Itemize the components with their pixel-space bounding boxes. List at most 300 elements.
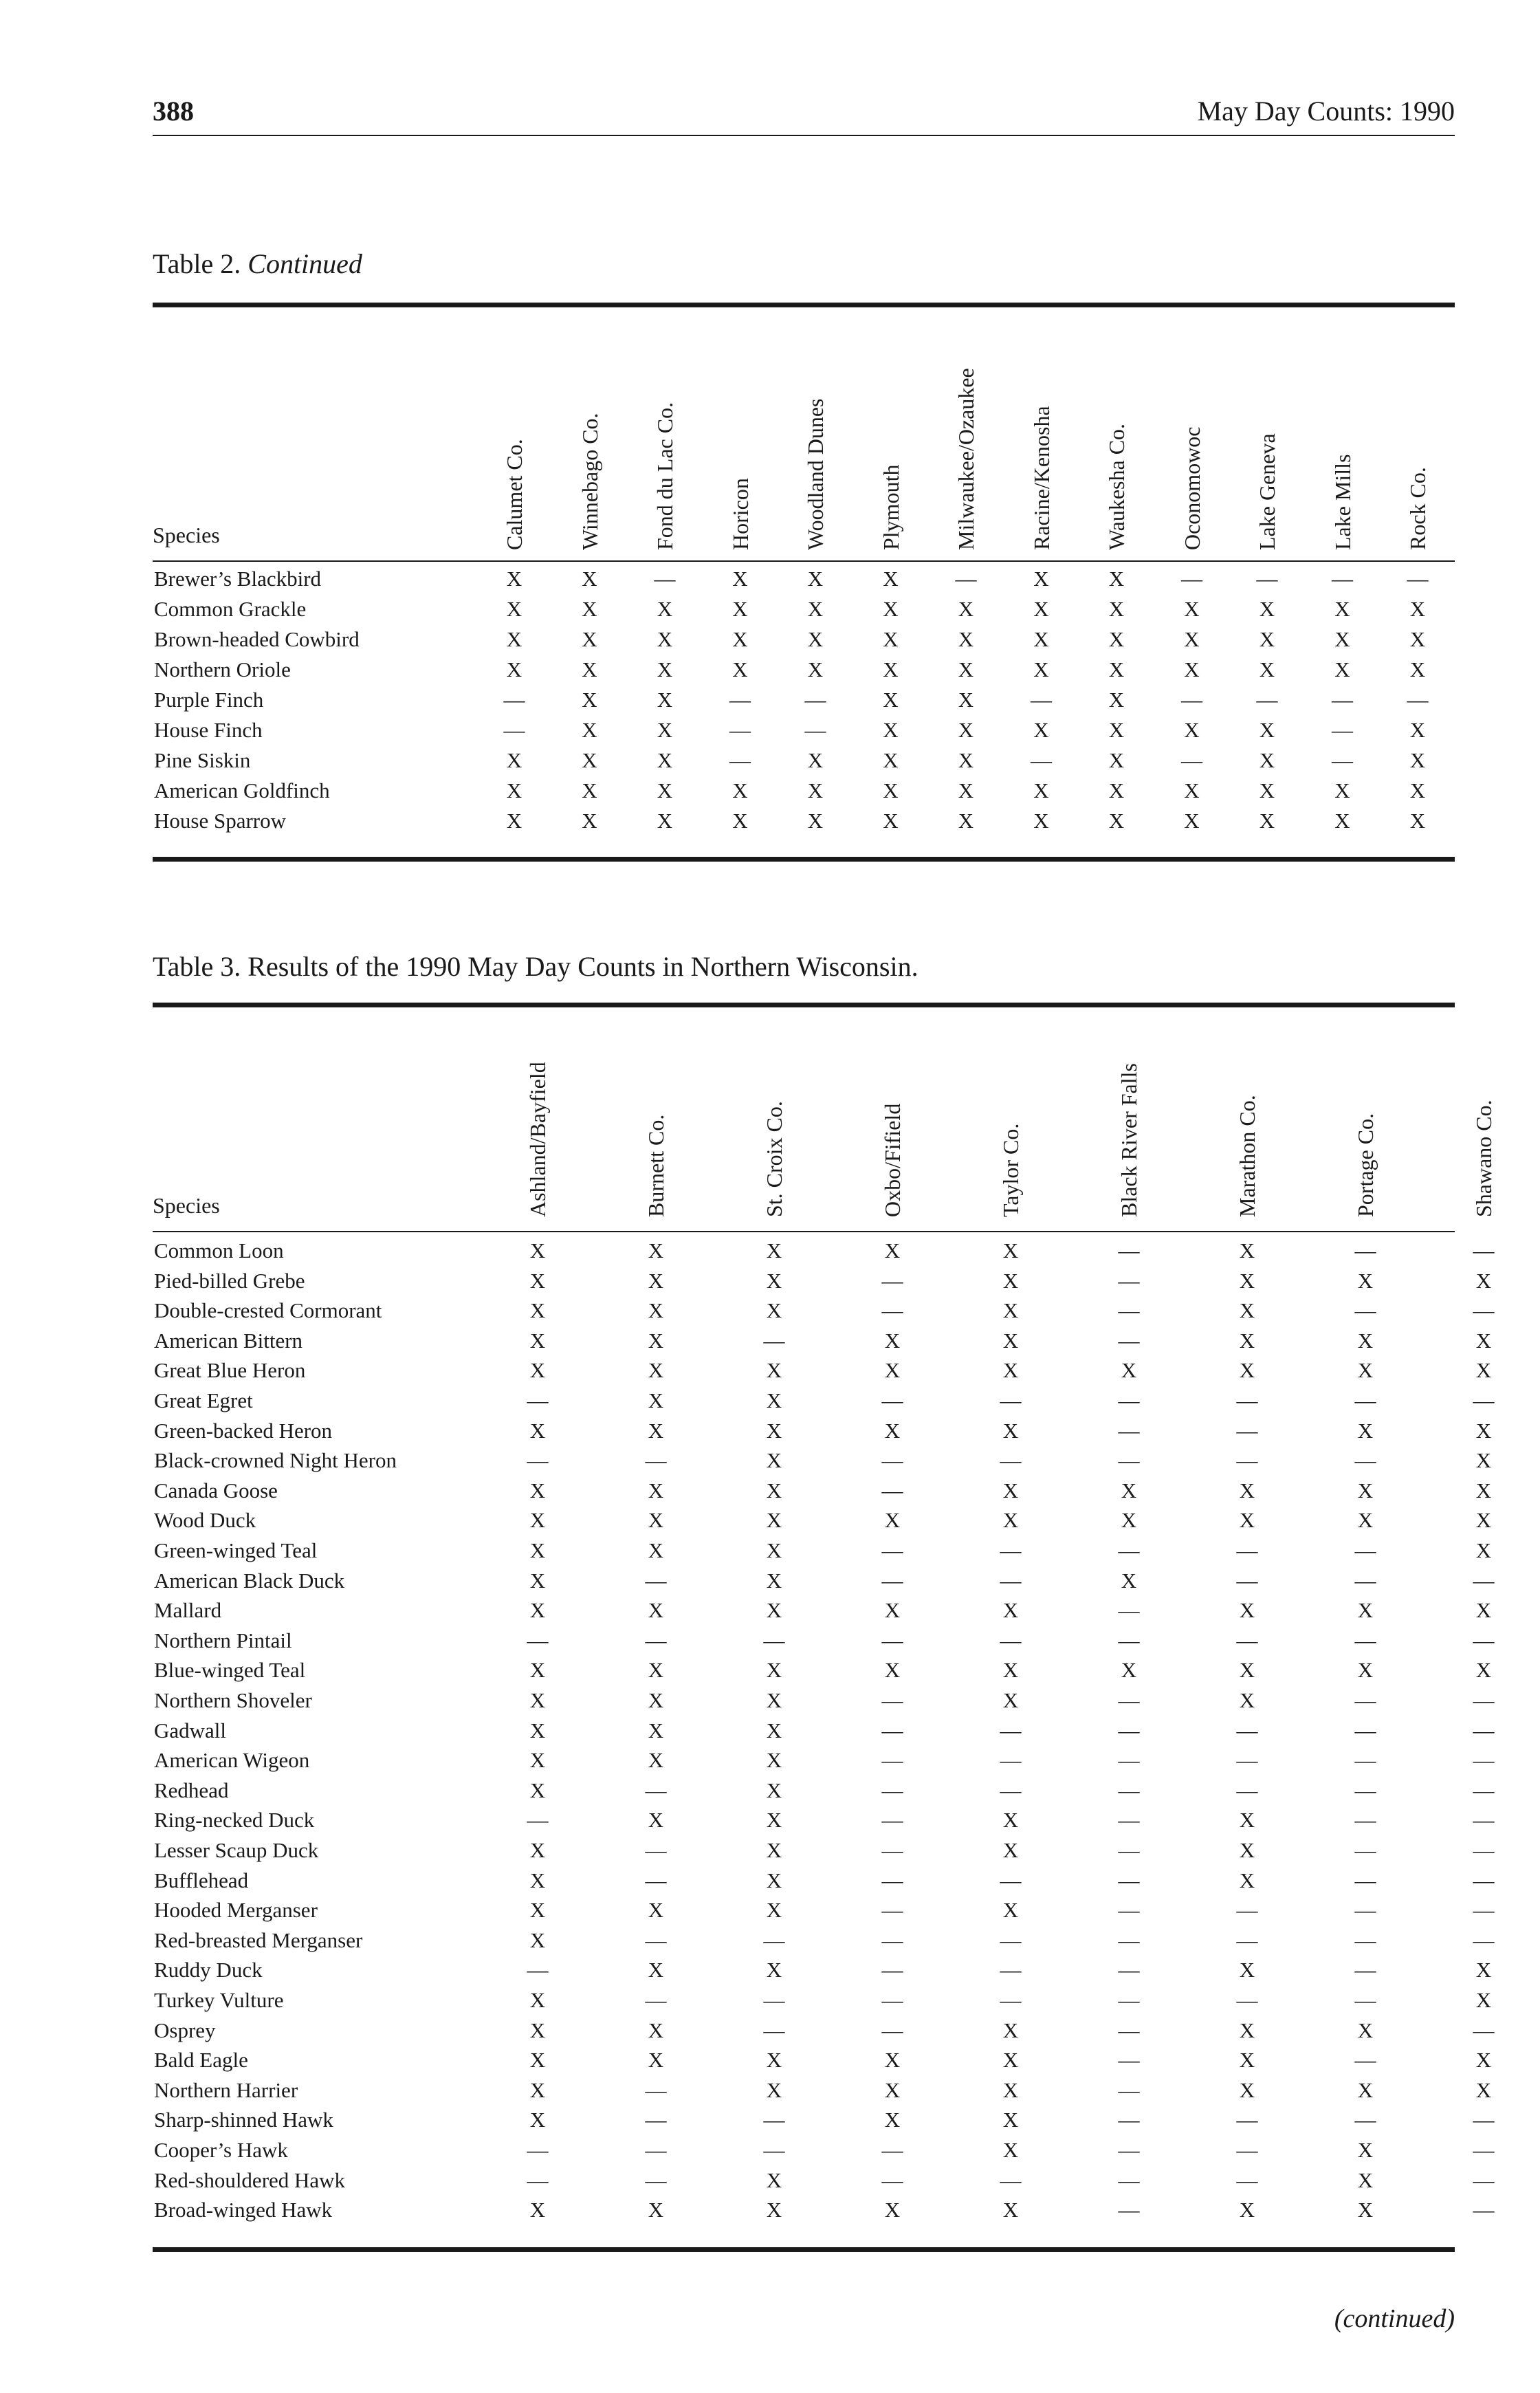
presence-mark: — <box>1332 748 1353 772</box>
presence-mark: X <box>1002 1418 1019 1443</box>
presence-mark: X <box>1357 1268 1374 1293</box>
presence-mark: X <box>766 1868 782 1892</box>
presence-mark: X <box>1334 809 1350 833</box>
presence-mark: X <box>1121 1658 1137 1683</box>
table3-col-header-burnett-co: Burnett Co. <box>644 1114 668 1217</box>
table-row <box>153 1925 1495 1956</box>
presence-mark: X <box>958 627 974 651</box>
presence-mark: X <box>582 809 597 833</box>
presence-mark: X <box>529 1238 546 1263</box>
presence-mark: X <box>648 1388 664 1412</box>
presence-mark: — <box>645 1448 667 1473</box>
presence-mark: — <box>1354 1238 1376 1263</box>
presence-mark: X <box>807 657 824 681</box>
presence-mark: X <box>1357 1418 1374 1443</box>
presence-mark: X <box>582 567 597 591</box>
presence-mark: X <box>1002 2138 1019 2162</box>
table2-col-header-lake-geneva: Lake Geneva <box>1255 433 1279 550</box>
presence-mark: — <box>1000 1568 1022 1593</box>
presence-mark: X <box>529 1658 546 1683</box>
presence-mark: — <box>1407 567 1429 591</box>
table3-body <box>153 1236 1495 2240</box>
presence-mark: X <box>1033 718 1049 742</box>
presence-mark: X <box>648 1358 664 1383</box>
presence-mark: — <box>1118 1958 1140 1982</box>
presence-mark: X <box>1239 1508 1255 1533</box>
presence-mark: — <box>1236 1418 1258 1443</box>
presence-mark: X <box>1108 627 1125 651</box>
presence-mark: X <box>766 1478 782 1503</box>
presence-mark: — <box>1000 1448 1022 1473</box>
presence-mark: X <box>1002 1898 1019 1923</box>
table2-top-rule <box>153 303 1455 307</box>
presence-mark: — <box>1354 1927 1376 1952</box>
presence-mark: X <box>1108 657 1125 681</box>
presence-mark: — <box>1118 1778 1140 1802</box>
species-name: Gadwall <box>154 1718 227 1742</box>
presence-mark: — <box>1332 718 1353 742</box>
presence-mark: X <box>1357 1598 1374 1623</box>
presence-mark: X <box>732 809 748 833</box>
presence-mark: X <box>883 748 899 772</box>
presence-mark: X <box>1239 2018 1255 2042</box>
presence-mark: X <box>766 1418 782 1443</box>
presence-mark: X <box>1259 809 1275 833</box>
presence-mark: — <box>1118 2198 1140 2222</box>
presence-mark: X <box>529 1538 546 1562</box>
presence-mark: — <box>1000 1748 1022 1773</box>
species-name: Red-shouldered Hawk <box>154 2167 346 2192</box>
species-name: Osprey <box>154 2018 216 2042</box>
table2-body <box>153 564 1455 839</box>
presence-mark: X <box>766 1268 782 1293</box>
presence-mark: X <box>648 1898 664 1923</box>
presence-mark: — <box>763 2138 785 2162</box>
table-row <box>153 1536 1492 1566</box>
presence-mark: — <box>645 1868 667 1892</box>
presence-mark: X <box>883 597 899 621</box>
presence-mark: X <box>1475 1448 1492 1473</box>
table3-species-header: Species <box>153 1193 220 1218</box>
species-name: Ruddy Duck <box>154 1958 263 1982</box>
presence-mark: — <box>503 718 525 742</box>
presence-mark: X <box>1239 1658 1255 1683</box>
presence-mark: X <box>1357 1328 1374 1353</box>
presence-mark: X <box>1475 1328 1492 1353</box>
presence-mark: X <box>1002 1358 1019 1383</box>
presence-mark: — <box>1000 2167 1022 2192</box>
presence-mark: — <box>881 1808 903 1833</box>
table-row <box>153 1835 1495 1866</box>
running-title: May Day Counts: 1990 <box>1197 96 1455 127</box>
presence-mark: — <box>527 1958 549 1982</box>
presence-mark: X <box>1239 1598 1255 1623</box>
species-name: Northern Harrier <box>154 2077 298 2102</box>
presence-mark: X <box>1184 778 1200 802</box>
species-name: Canada Goose <box>154 1478 278 1503</box>
presence-mark: — <box>645 1927 667 1952</box>
presence-mark: X <box>1475 1418 1492 1443</box>
presence-mark: — <box>881 1898 903 1923</box>
presence-mark: — <box>1236 1538 1258 1562</box>
presence-mark: X <box>884 2198 901 2222</box>
presence-mark: — <box>1473 1868 1495 1892</box>
species-name: Sharp-shinned Hawk <box>154 2108 333 2132</box>
presence-mark: — <box>1118 1538 1140 1562</box>
presence-mark: X <box>766 1508 782 1533</box>
presence-mark: — <box>1236 1448 1258 1473</box>
presence-mark: — <box>1236 1898 1258 1923</box>
presence-mark: X <box>732 778 748 802</box>
presence-mark: — <box>729 718 751 742</box>
table-row <box>153 1266 1492 1296</box>
presence-mark: — <box>1000 1628 1022 1652</box>
table-row <box>153 1955 1492 1985</box>
presence-mark: — <box>1354 1868 1376 1892</box>
presence-mark: X <box>1475 1958 1492 1982</box>
presence-mark: — <box>1407 688 1429 712</box>
presence-mark: X <box>529 2048 546 2073</box>
presence-mark: X <box>766 1568 782 1593</box>
presence-mark: X <box>1108 778 1125 802</box>
presence-mark: X <box>529 2198 546 2222</box>
presence-mark: — <box>1181 688 1202 712</box>
table3-col-header-taylor-co: Taylor Co. <box>998 1123 1023 1217</box>
presence-mark: X <box>958 597 974 621</box>
presence-mark: X <box>657 627 673 651</box>
header-rule <box>153 135 1455 136</box>
presence-mark: X <box>529 2077 546 2102</box>
presence-mark: — <box>881 1868 903 1892</box>
presence-mark: X <box>1033 597 1049 621</box>
species-name: Bald Eagle <box>154 2048 248 2073</box>
presence-mark: — <box>1236 1388 1258 1412</box>
table-row <box>153 1775 1495 1806</box>
presence-mark: — <box>645 1628 667 1652</box>
presence-mark: — <box>1118 1688 1140 1712</box>
table-row <box>153 1595 1492 1626</box>
species-name: Northern Oriole <box>154 657 291 681</box>
presence-mark: X <box>648 1418 664 1443</box>
presence-mark: X <box>958 748 974 772</box>
presence-mark: X <box>958 657 974 681</box>
presence-mark: X <box>529 1568 546 1593</box>
presence-mark: X <box>1184 809 1200 833</box>
presence-mark: — <box>1473 2018 1495 2042</box>
presence-mark: — <box>1236 1748 1258 1773</box>
presence-mark: — <box>1354 1448 1376 1473</box>
presence-mark: X <box>1239 1808 1255 1833</box>
presence-mark: X <box>766 1838 782 1862</box>
presence-mark: X <box>1334 597 1350 621</box>
presence-mark: — <box>1354 1628 1376 1652</box>
presence-mark: X <box>529 1358 546 1383</box>
presence-mark: — <box>645 1568 667 1593</box>
presence-mark: — <box>881 1718 903 1742</box>
presence-mark: X <box>1002 1508 1019 1533</box>
presence-mark: X <box>1409 778 1426 802</box>
presence-mark: X <box>766 1718 782 1742</box>
species-name: American Bittern <box>154 1328 303 1353</box>
presence-mark: X <box>1334 657 1350 681</box>
table-row <box>153 1476 1492 1506</box>
species-name: Cooper’s Hawk <box>154 2138 288 2162</box>
table-row <box>153 1386 1495 1416</box>
table2-col-header-woodland-dunes: Woodland Dunes <box>803 398 828 550</box>
species-name: Great Blue Heron <box>154 1358 306 1383</box>
species-name: Great Egret <box>154 1388 253 1412</box>
presence-mark: — <box>1473 1898 1495 1923</box>
species-name: Green-backed Heron <box>154 1418 333 1443</box>
presence-mark: — <box>881 1988 903 2012</box>
presence-mark: X <box>732 597 748 621</box>
presence-mark: — <box>503 688 525 712</box>
presence-mark: — <box>763 1628 785 1652</box>
species-name: Lesser Scaup Duck <box>154 1838 319 1862</box>
presence-mark: X <box>958 809 974 833</box>
presence-mark: X <box>958 718 974 742</box>
presence-mark: X <box>1239 2048 1255 2073</box>
presence-mark: X <box>529 1868 546 1892</box>
presence-mark: X <box>657 778 673 802</box>
presence-mark: X <box>529 1988 546 2012</box>
table2-col-header-calumet-co: Calumet Co. <box>502 439 527 550</box>
presence-mark: X <box>883 567 899 591</box>
presence-mark: — <box>527 2167 549 2192</box>
table-row <box>153 1355 1492 1386</box>
presence-mark: X <box>766 1358 782 1383</box>
presence-mark: X <box>766 1808 782 1833</box>
presence-mark: X <box>506 597 522 621</box>
species-name: Hooded Merganser <box>154 1898 318 1923</box>
presence-mark: — <box>1118 1268 1140 1293</box>
presence-mark: X <box>657 597 673 621</box>
presence-mark: X <box>884 1598 901 1623</box>
presence-mark: X <box>766 2198 782 2222</box>
presence-mark: X <box>766 1898 782 1923</box>
table-row <box>153 1445 1492 1476</box>
table-row <box>153 2045 1492 2075</box>
table-row <box>153 1236 1495 1266</box>
table2-col-header-winnebago-co: Winnebago Co. <box>577 413 602 550</box>
presence-mark: X <box>1002 1298 1019 1323</box>
presence-mark: X <box>1409 809 1426 833</box>
presence-mark: — <box>1473 2138 1495 2162</box>
presence-mark: X <box>884 1508 901 1533</box>
presence-mark: X <box>648 1538 664 1562</box>
presence-mark: X <box>1239 1688 1255 1712</box>
presence-mark: X <box>1475 1508 1492 1533</box>
presence-mark: — <box>881 1958 903 1982</box>
species-name: American Goldfinch <box>154 778 330 802</box>
presence-mark: X <box>582 688 597 712</box>
presence-mark: — <box>1000 1778 1022 1802</box>
presence-mark: X <box>766 1658 782 1683</box>
presence-mark: — <box>1473 2108 1495 2132</box>
table-row <box>153 776 1455 806</box>
presence-mark: — <box>881 1628 903 1652</box>
presence-mark: X <box>648 1508 664 1533</box>
presence-mark: X <box>506 778 522 802</box>
presence-mark: X <box>582 748 597 772</box>
presence-mark: X <box>529 1298 546 1323</box>
presence-mark: — <box>1118 1988 1140 2012</box>
presence-mark: X <box>657 718 673 742</box>
presence-mark: — <box>1118 1388 1140 1412</box>
presence-mark: X <box>1033 567 1049 591</box>
presence-mark: — <box>1000 1988 1022 2012</box>
presence-mark: — <box>1236 2167 1258 2192</box>
presence-mark: — <box>881 1298 903 1323</box>
presence-mark: — <box>1236 2138 1258 2162</box>
presence-mark: — <box>763 2108 785 2132</box>
presence-mark: — <box>1354 1298 1376 1323</box>
table2-species-header: Species <box>153 523 220 547</box>
presence-mark: X <box>1002 1478 1019 1503</box>
presence-mark: — <box>1118 2077 1140 2102</box>
presence-mark: — <box>955 567 977 591</box>
presence-mark: — <box>1354 1718 1376 1742</box>
table2-caption <box>153 248 362 280</box>
presence-mark: X <box>648 1718 664 1742</box>
presence-mark: — <box>1118 1748 1140 1773</box>
table2-col-header-fond-du-lac-co: Fond du Lac Co. <box>652 402 677 550</box>
species-name: Double-crested Cormorant <box>154 1298 382 1323</box>
presence-mark: — <box>804 688 826 712</box>
presence-mark: — <box>1236 1927 1258 1952</box>
presence-mark: X <box>648 1268 664 1293</box>
presence-mark: X <box>1184 597 1200 621</box>
presence-mark: X <box>506 627 522 651</box>
presence-mark: X <box>1259 597 1275 621</box>
presence-mark: — <box>1473 2198 1495 2222</box>
presence-mark: X <box>506 809 522 833</box>
presence-mark: X <box>766 1778 782 1802</box>
presence-mark: — <box>763 1927 785 1952</box>
presence-mark: X <box>529 1328 546 1353</box>
presence-mark: X <box>1002 2077 1019 2102</box>
presence-mark: X <box>529 1508 546 1533</box>
presence-mark: X <box>732 657 748 681</box>
presence-mark: — <box>527 1388 549 1412</box>
presence-mark: — <box>527 2138 549 2162</box>
presence-mark: — <box>1473 1718 1495 1742</box>
presence-mark: X <box>766 1598 782 1623</box>
presence-mark: X <box>648 2048 664 2073</box>
species-name: Purple Finch <box>154 688 264 712</box>
species-name: Mallard <box>154 1598 222 1623</box>
presence-mark: X <box>506 748 522 772</box>
presence-mark: X <box>582 718 597 742</box>
presence-mark: — <box>654 567 676 591</box>
table2-bottom-rule <box>153 857 1455 862</box>
presence-mark: X <box>1239 1958 1255 1982</box>
presence-mark: — <box>1031 748 1052 772</box>
presence-mark: X <box>1357 2077 1374 2102</box>
presence-mark: X <box>807 627 824 651</box>
presence-mark: — <box>763 2018 785 2042</box>
table-row <box>153 2135 1495 2165</box>
presence-mark: X <box>1002 1838 1019 1862</box>
presence-mark: X <box>883 718 899 742</box>
presence-mark: X <box>1239 1328 1255 1353</box>
presence-mark: — <box>1354 1538 1376 1562</box>
presence-mark: X <box>1475 1598 1492 1623</box>
table3-header-rule <box>153 1231 1455 1232</box>
presence-mark: X <box>1033 627 1049 651</box>
table-row <box>153 1985 1492 2015</box>
presence-mark: — <box>881 1478 903 1503</box>
presence-mark: — <box>645 2138 667 2162</box>
presence-mark: X <box>648 1328 664 1353</box>
table2-col-header-plymouth: Plymouth <box>878 464 903 550</box>
presence-mark: — <box>1473 1927 1495 1952</box>
presence-mark: X <box>1239 1298 1255 1323</box>
presence-mark: — <box>1118 1328 1140 1353</box>
presence-mark: X <box>766 2167 782 2192</box>
presence-mark: X <box>1121 1358 1137 1383</box>
presence-mark: — <box>645 2077 667 2102</box>
table-row <box>153 1895 1495 1925</box>
presence-mark: X <box>648 1658 664 1683</box>
presence-mark: X <box>883 809 899 833</box>
presence-mark: — <box>1181 748 1202 772</box>
presence-mark: X <box>807 778 824 802</box>
table-row <box>153 1655 1492 1685</box>
table-row <box>153 1505 1492 1536</box>
presence-mark: X <box>732 627 748 651</box>
presence-mark: — <box>1000 1538 1022 1562</box>
presence-mark: X <box>648 1688 664 1712</box>
presence-mark: — <box>1473 1838 1495 1862</box>
table-row <box>153 1805 1495 1835</box>
presence-mark: X <box>884 2048 901 2073</box>
presence-mark: — <box>1332 567 1353 591</box>
presence-mark: X <box>529 1478 546 1503</box>
presence-mark: X <box>1259 627 1275 651</box>
presence-mark: X <box>1239 1478 1255 1503</box>
presence-mark: — <box>1473 1688 1495 1712</box>
presence-mark: — <box>1354 1808 1376 1833</box>
table-row <box>153 1416 1492 1446</box>
table2-col-header-racine-kenosha: Racine/Kenosha <box>1028 406 1054 550</box>
table2-col-header-milwaukee-ozaukee: Milwaukee/Ozaukee <box>954 368 978 550</box>
presence-mark: X <box>884 1658 901 1683</box>
presence-mark: — <box>1000 1958 1022 1982</box>
presence-mark: — <box>763 1988 785 2012</box>
presence-mark: X <box>807 567 824 591</box>
presence-mark: X <box>529 1598 546 1623</box>
presence-mark: — <box>881 1388 903 1412</box>
presence-mark: — <box>1473 1628 1495 1652</box>
presence-mark: X <box>648 1958 664 1982</box>
presence-mark: — <box>1256 567 1278 591</box>
presence-mark: X <box>1108 748 1125 772</box>
presence-mark: X <box>1033 809 1049 833</box>
presence-mark: — <box>1473 1298 1495 1323</box>
presence-mark: X <box>883 688 899 712</box>
presence-mark: X <box>1239 1238 1255 1263</box>
presence-mark: — <box>1118 1838 1140 1862</box>
species-name: Common Loon <box>154 1238 284 1263</box>
table-row <box>153 685 1455 715</box>
presence-mark: — <box>1354 1568 1376 1593</box>
table3-col-header-oxbo-fifield: Oxbo/Fifield <box>880 1103 905 1217</box>
table-row <box>153 806 1455 836</box>
species-name: American Wigeon <box>154 1748 310 1773</box>
presence-mark: — <box>1354 1748 1376 1773</box>
table-row <box>153 2165 1495 2196</box>
